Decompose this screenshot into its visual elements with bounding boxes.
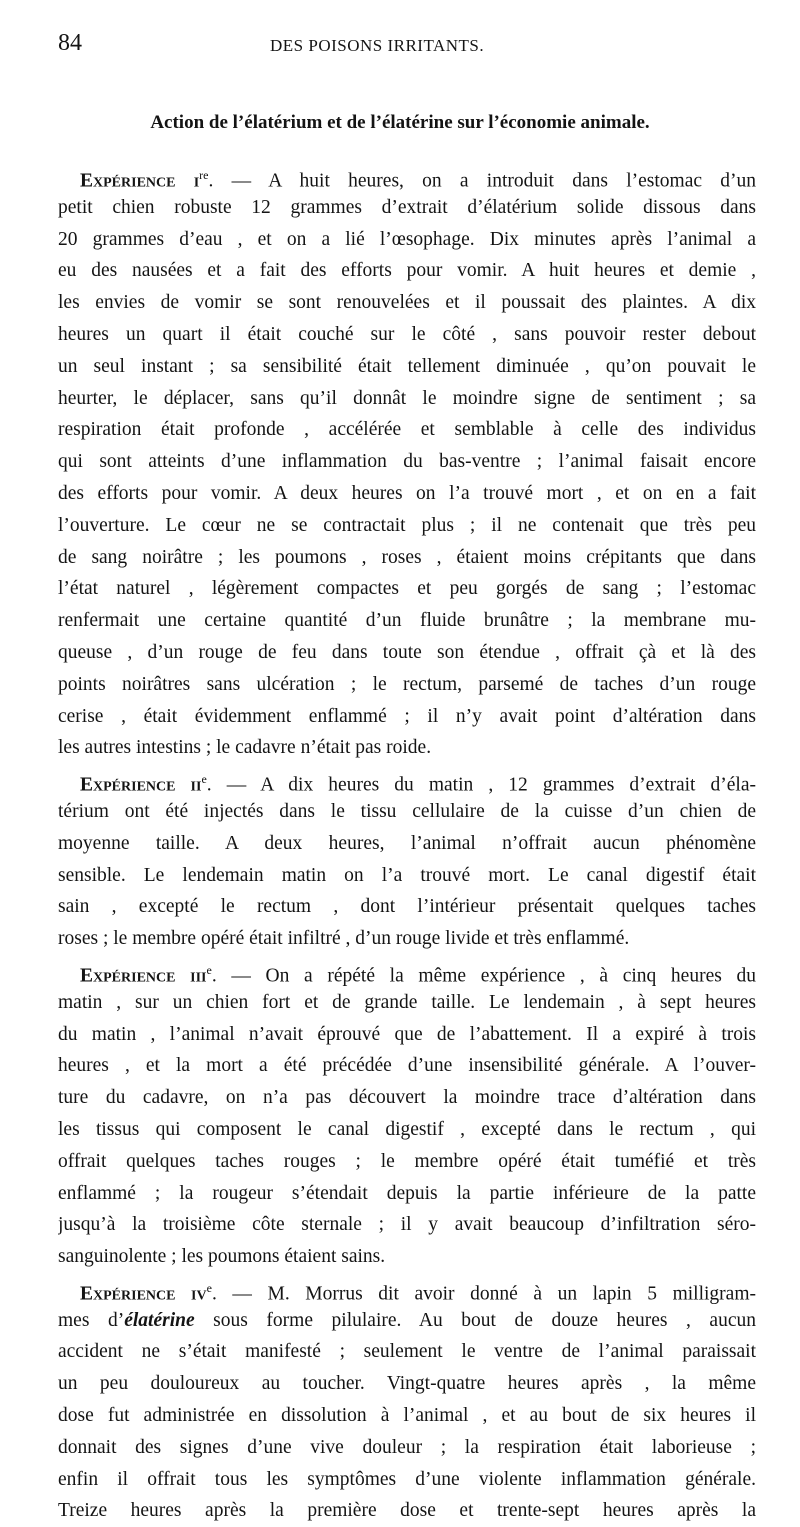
text-line bbox=[58, 1146, 756, 1178]
text-line bbox=[58, 414, 756, 446]
line-text: respiration était profonde , accélérée et semblable à celle des individus bbox=[58, 419, 756, 441]
section-title: Action de l’élatérium et de l’élatérine sur l’économie animale. bbox=[150, 112, 650, 133]
line-text: queuse , d’un rouge de feu dans toute son étendue , offrait çà et là des bbox=[58, 641, 756, 663]
line-text: enflammé ; la rougeur s’étendait depuis la partie inférieure de la patte bbox=[58, 1182, 756, 1204]
text-line bbox=[58, 764, 756, 796]
line-text: donnait des signes d’une vive douleur ; la respiration était laborieuse ; bbox=[58, 1436, 756, 1458]
text-line bbox=[58, 669, 756, 701]
text-line bbox=[58, 192, 756, 224]
text-line bbox=[58, 1273, 756, 1305]
line-text: roses ; le membre opéré était infiltré , d’un rouge livide et très enflammé. bbox=[58, 928, 630, 950]
line-text: mes d’ bbox=[58, 1309, 125, 1331]
text-line bbox=[58, 1336, 756, 1368]
line-text: un peu douloureux au toucher. Vingt-quatre heures après , la même bbox=[58, 1373, 756, 1395]
line-text: offrait quelques taches rouges ; le membre opéré était tuméfié et très bbox=[58, 1150, 756, 1172]
line-text: cerise , était évidemment enflammé ; il n’y avait point d’altération dans bbox=[58, 705, 756, 727]
text-line bbox=[58, 796, 756, 828]
text-line bbox=[58, 1305, 756, 1337]
line-text: ture du cadavre, on n’a pas découvert la moindre trace d’altération dans bbox=[58, 1087, 756, 1109]
ordinal-suffix: e bbox=[201, 772, 207, 787]
line-text: . — A dix heures du matin , 12 grammes d’extrait d’éla- bbox=[206, 774, 756, 796]
experiment-label: Expérience iv bbox=[80, 1283, 207, 1305]
line-text: de sang noirâtre ; les poumons , roses , étaient moins crépitants que dans bbox=[58, 546, 756, 568]
line-text: Treize heures après la première dose et trente-sept heures après la bbox=[58, 1500, 756, 1522]
line-text: 20 grammes d’eau , et on a lié l’œsophage. Dix minutes après l’animal a bbox=[58, 228, 756, 250]
line-text: points noirâtres sans ulcération ; le rectum, parsemé de taches d’un rouge bbox=[58, 673, 756, 695]
text-line bbox=[58, 319, 756, 351]
ordinal-suffix: e bbox=[206, 962, 212, 977]
line-text: les tissus qui composent le canal digestif , excepté dans le rectum , qui bbox=[58, 1118, 756, 1140]
text-line bbox=[58, 383, 756, 415]
line-text: sain , excepté le rectum , dont l’intérieur présentait quelques taches bbox=[58, 896, 756, 918]
text-line bbox=[58, 923, 756, 955]
text-line bbox=[58, 255, 756, 287]
text-line bbox=[58, 891, 756, 923]
line-text: heures un quart il était couché sur le côté , sans pouvoir rester debout bbox=[58, 323, 756, 345]
text-line bbox=[58, 1114, 756, 1146]
text-line bbox=[58, 828, 756, 860]
text-line bbox=[58, 1050, 756, 1082]
text-line bbox=[58, 701, 756, 733]
line-text: matin , sur un chien fort et de grande taille. Le lendemain , à sept heures bbox=[58, 991, 756, 1013]
text-line bbox=[58, 224, 756, 256]
text-line bbox=[58, 478, 756, 510]
text-line bbox=[58, 955, 756, 987]
text-line bbox=[58, 1019, 756, 1051]
line-text: heures , et la mort a été précédée d’une insensibilité générale. A l’ouver- bbox=[58, 1055, 756, 1077]
line-text: un seul instant ; sa sensibilité était tellement diminuée , qu’on pouvait le bbox=[58, 355, 756, 377]
line-text: jusqu’à la troisième côte sternale ; il y avait beaucoup d’infiltration séro- bbox=[58, 1214, 756, 1236]
line-text: . — A huit heures, on a introduit dans l’estomac d’un bbox=[208, 170, 756, 192]
line-text: sanguinolente ; les poumons étaient sains. bbox=[58, 1246, 386, 1268]
text-line bbox=[58, 160, 756, 192]
line-text: l’ouverture. Le cœur ne se contractait plus ; il ne contenait que très peu bbox=[58, 514, 756, 536]
text-line bbox=[58, 542, 756, 574]
line-text: moyenne taille. A deux heures, l’animal n’offrait aucun phénomène bbox=[58, 832, 756, 854]
text-line bbox=[58, 605, 756, 637]
line-text: l’état naturel , légèrement compactes et peu gorgés de sang ; l’estomac bbox=[58, 578, 756, 600]
italic-term: élatérine bbox=[124, 1309, 195, 1331]
line-text: eu des nausées et a fait des efforts pour vomir. A huit heures et demie , bbox=[58, 260, 756, 282]
text-line bbox=[58, 860, 756, 892]
line-text: . — M. Morrus dit avoir donné à un lapin 5 milligram- bbox=[211, 1283, 756, 1305]
experiment-label: Expérience i bbox=[80, 170, 200, 192]
text-line bbox=[58, 1432, 756, 1464]
text-line bbox=[58, 1368, 756, 1400]
page-number: 84 bbox=[58, 30, 82, 56]
body-text bbox=[58, 160, 756, 1527]
line-text: renfermait une certaine quantité d’un fluide brunâtre ; la membrane mu- bbox=[58, 610, 756, 632]
ordinal-suffix: re bbox=[199, 168, 209, 182]
text-line bbox=[58, 1178, 756, 1210]
line-text: les autres intestins ; le cadavre n’était pas roide. bbox=[58, 737, 432, 759]
text-line bbox=[58, 637, 756, 669]
line-text: du matin , l’animal n’avait éprouvé que de l’abattement. Il a expiré à trois bbox=[58, 1023, 756, 1045]
text-line bbox=[58, 732, 756, 764]
line-text: petit chien robuste 12 grammes d’extrait d’élatérium solide dissous dans bbox=[58, 196, 756, 218]
text-line bbox=[58, 1241, 756, 1273]
line-text: qui sont atteints d’une inflammation du bas-ventre ; l’animal faisait encore bbox=[58, 451, 756, 473]
text-line bbox=[58, 987, 756, 1019]
line-text: dose fut administrée en dissolution à l’animal , et au bout de six heures il bbox=[58, 1405, 756, 1427]
line-text: térium ont été injectés dans le tissu cellulaire de la cuisse d’un chien de bbox=[58, 800, 756, 822]
line-text: les envies de vomir se sont renouvelées et il poussait des plaintes. A dix bbox=[58, 292, 756, 314]
text-line bbox=[58, 1464, 756, 1496]
text-line bbox=[58, 1400, 756, 1432]
line-text: des efforts pour vomir. A deux heures on l’a trouvé mort , et on en a fait bbox=[58, 482, 756, 504]
text-line bbox=[58, 510, 756, 542]
running-title: DES POISONS IRRITANTS. bbox=[270, 36, 485, 55]
experiment-label: Expérience ii bbox=[80, 774, 202, 796]
text-line bbox=[58, 446, 756, 478]
text-line bbox=[58, 1209, 756, 1241]
line-text: sensible. Le lendemain matin on l’a trouvé mort. Le canal digestif était bbox=[58, 864, 756, 886]
line-text-after: sous forme pilulaire. Au bout de douze heures , aucun bbox=[194, 1309, 756, 1331]
ordinal-suffix: e bbox=[206, 1280, 212, 1295]
line-text: enfin il offrait tous les symptômes d’une violente inflammation générale. bbox=[58, 1468, 756, 1490]
line-text: . — On a répété la même expérience , à cinq heures du bbox=[211, 965, 756, 987]
experiment-label: Expérience iii bbox=[80, 965, 207, 987]
text-line bbox=[58, 573, 756, 605]
text-line bbox=[58, 351, 756, 383]
line-text: accident ne s’était manifesté ; seulement le ventre de l’animal paraissait bbox=[58, 1341, 756, 1363]
page-header bbox=[58, 30, 748, 64]
text-line bbox=[58, 1495, 756, 1527]
line-text: heurter, le déplacer, sans qu’il donnât le moindre signe de sentiment ; sa bbox=[58, 387, 756, 409]
text-line bbox=[58, 1082, 756, 1114]
text-line bbox=[58, 287, 756, 319]
